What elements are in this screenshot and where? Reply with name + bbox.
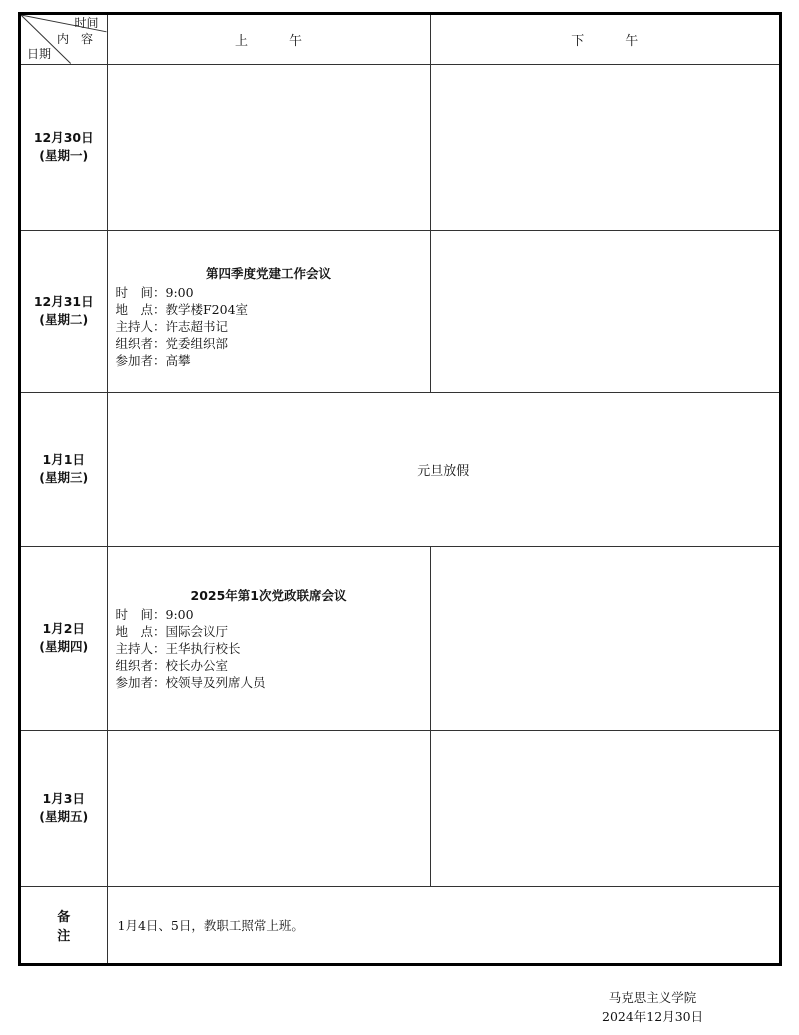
afternoon-column-header: 下 午 — [430, 15, 779, 64]
day-row — [21, 730, 779, 886]
footer-org: 马克思主义学院 — [608, 990, 697, 1005]
afternoon-cell — [430, 64, 779, 230]
remarks-label: 备 注 — [21, 886, 107, 963]
afternoon-cell — [430, 730, 779, 886]
morning-cell — [107, 230, 430, 392]
date-label: 12月30日 — [33, 130, 94, 145]
meeting-time: 时 间：9:00 — [115, 284, 194, 300]
meeting-host: 主持人：许志超书记 — [115, 318, 229, 334]
date-label: 1月2日 — [42, 621, 85, 636]
date-cell — [21, 392, 107, 546]
meeting-attendees: 参加者：校领导及列席人员 — [115, 674, 266, 690]
footer-date: 2024年12月30日 — [602, 1009, 704, 1024]
corner-header-cell — [21, 15, 107, 64]
meeting-title: 第四季度党建工作会议 — [205, 265, 331, 281]
date-label: 1月3日 — [42, 791, 85, 806]
meeting-place: 地 点：教学楼F204室 — [115, 301, 249, 317]
remarks-text: 1月4日、5日，教职工照常上班。 — [107, 886, 779, 963]
remarks-row — [21, 886, 779, 963]
meeting-organizer: 组织者：校长办公室 — [115, 657, 229, 673]
day-row — [21, 392, 779, 546]
morning-column-header: 上 午 — [107, 15, 430, 64]
date-cell — [21, 230, 107, 392]
corner-content-label: 内 容 — [57, 32, 94, 46]
header-row — [21, 15, 779, 64]
afternoon-cell — [430, 230, 779, 392]
meeting-place: 地 点：国际会议厅 — [115, 623, 229, 639]
afternoon-cell — [430, 546, 779, 730]
weekday-label: (星期三) — [39, 470, 89, 485]
date-label: 12月31日 — [33, 294, 94, 309]
meeting-title: 2025年第1次党政联席会议 — [190, 587, 347, 603]
morning-cell — [107, 64, 430, 230]
footer-signature — [602, 988, 703, 1026]
weekday-label: (星期五) — [39, 809, 89, 824]
corner-date-label: 日期 — [27, 47, 52, 61]
weekly-schedule-table — [21, 15, 779, 963]
meeting-organizer: 组织者：党委组织部 — [115, 335, 229, 351]
meeting-attendees: 参加者：高攀 — [115, 352, 191, 368]
date-cell — [21, 546, 107, 730]
schedule-table-frame — [18, 12, 782, 966]
date-cell — [21, 730, 107, 886]
weekday-label: (星期四) — [39, 639, 89, 654]
corner-time-label: 时间 — [74, 16, 99, 30]
date-label: 1月1日 — [42, 452, 85, 467]
date-cell — [21, 64, 107, 230]
weekday-label: (星期二) — [39, 312, 89, 327]
holiday-cell: 元旦放假 — [107, 392, 779, 546]
morning-cell — [107, 546, 430, 730]
day-row — [21, 546, 779, 730]
meeting-time: 时 间：9:00 — [115, 606, 194, 622]
day-row — [21, 230, 779, 392]
meeting-host: 主持人：王华执行校长 — [115, 640, 241, 656]
morning-cell — [107, 730, 430, 886]
weekday-label: (星期一) — [39, 148, 89, 163]
day-row — [21, 64, 779, 230]
